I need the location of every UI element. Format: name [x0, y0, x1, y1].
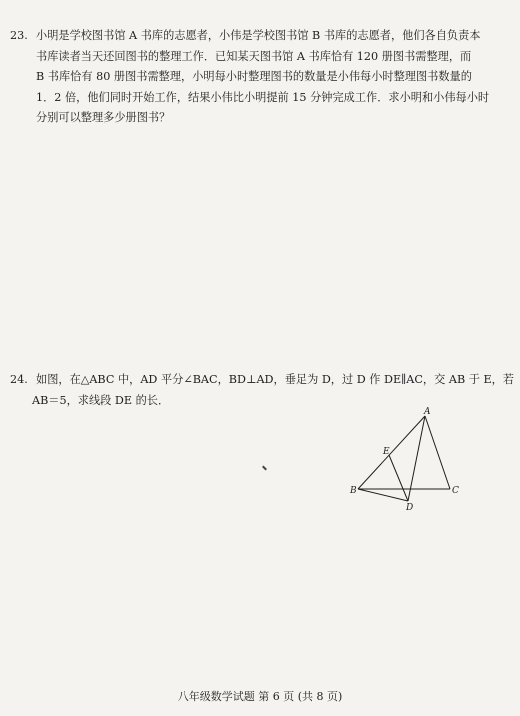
label-A: A: [424, 407, 431, 417]
segment-AB: [358, 416, 425, 489]
label-E: E: [383, 447, 390, 457]
label-B: B: [350, 486, 357, 496]
question-text-line: 1．2 倍，他们同时开始工作，结果小伟比小明提前 15 分钟完成工作．求小明和小伟每小时: [36, 90, 490, 104]
question-text-line: 书库读者当天还回图书的整理工作．已知某天图书馆 A 书库恰有 120 册图书需整理，而: [36, 49, 472, 63]
segment-BD: [358, 489, 408, 501]
footer-text: 八年级数学试题 第 6 页 (共 8 页): [177, 690, 343, 703]
question-23: [10, 26, 488, 129]
question-number: 23.: [10, 29, 28, 42]
page-footer: [0, 688, 520, 704]
triangle-diagram: [340, 404, 470, 516]
segment-AD: [408, 416, 425, 501]
question-number: 24.: [10, 373, 28, 386]
pen-mark: [262, 466, 267, 471]
question-text-line: 小明是学校图书馆 A 书库的志愿者，小伟是学校图书馆 B 书库的志愿者，他们各自负责本: [36, 29, 481, 42]
triangle-figure: [340, 404, 470, 516]
question-text-line: 分别可以整理多少册图书？: [36, 111, 171, 124]
question-text-line: AB＝5，求线段 DE 的长．: [32, 393, 170, 407]
label-D: D: [406, 503, 414, 513]
segment-DE: [389, 455, 408, 501]
question-text-line: 如图，在△ABC 中，AD 平分∠BAC，BD⊥AD，垂足为 D，过 D 作 DE∥AC，交 AB 于 E，若: [36, 373, 515, 386]
segment-AC: [425, 416, 450, 489]
label-C: C: [452, 486, 459, 496]
question-text-line: B 书库恰有 80 册图书需整理，小明每小时整理图书的数量是小伟每小时整理图书数量的: [36, 70, 472, 83]
